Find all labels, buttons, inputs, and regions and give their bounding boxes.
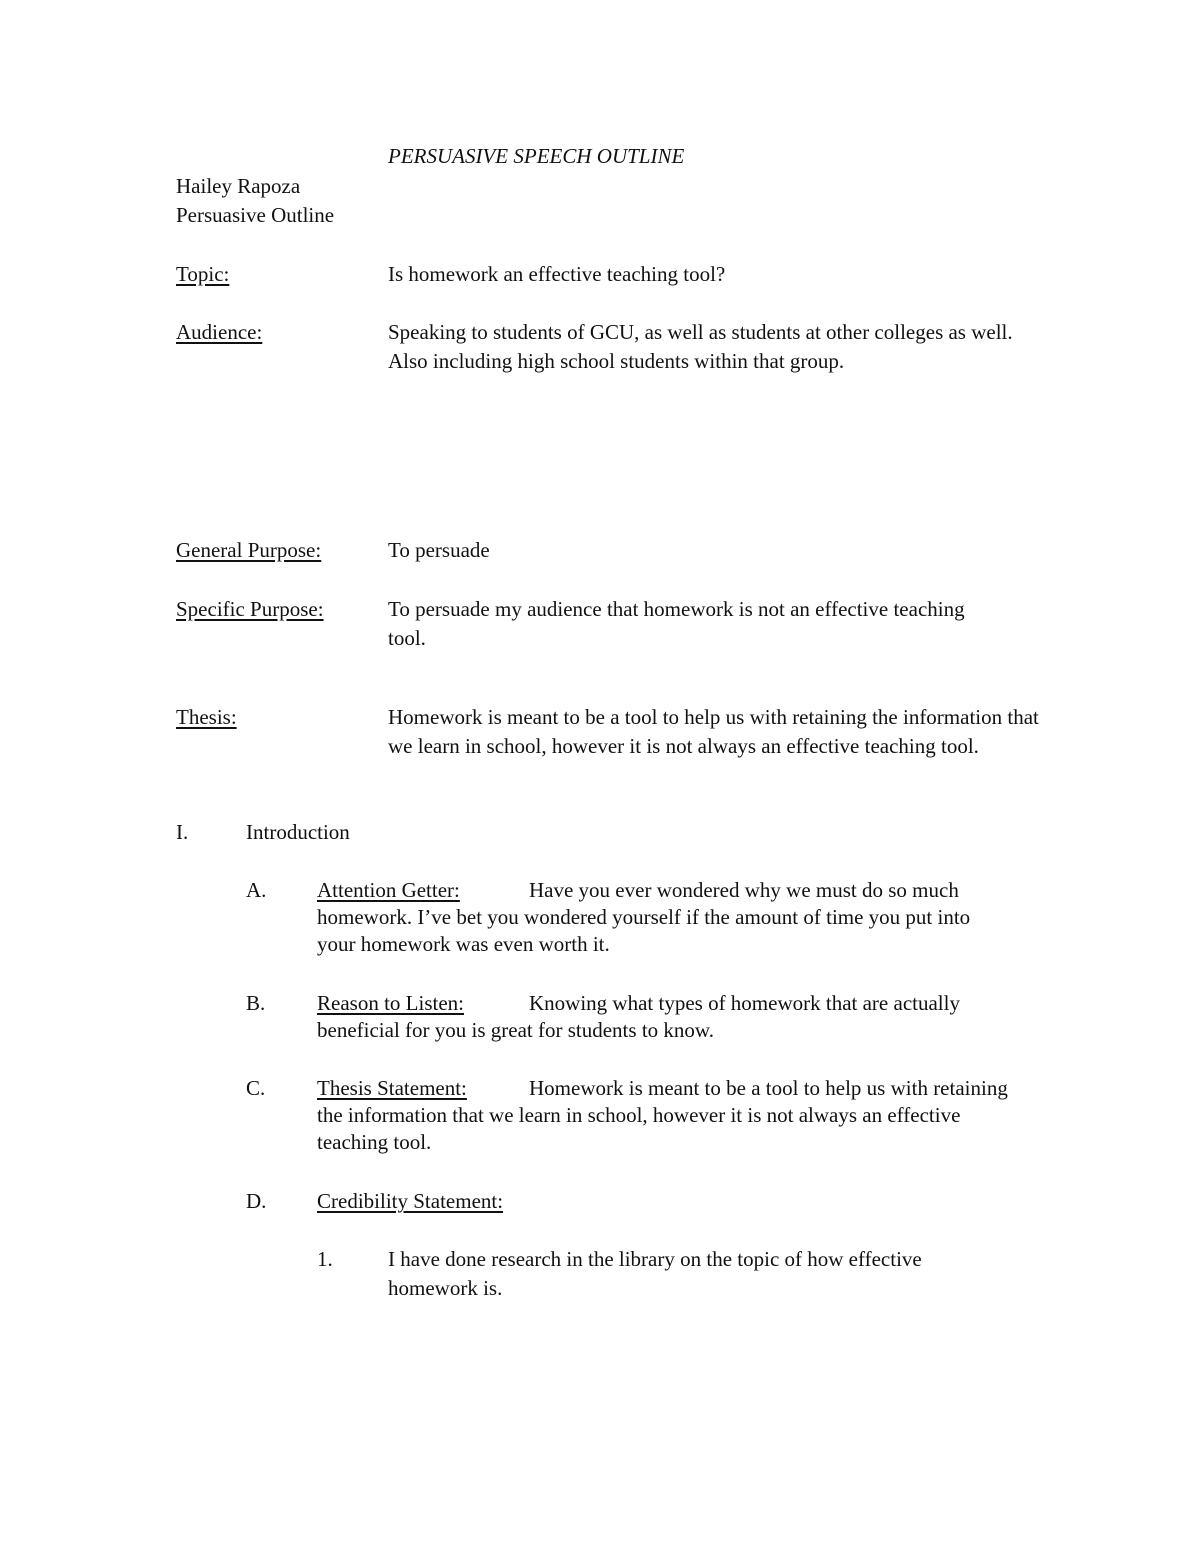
audience-line: Also including high school students within that group. <box>388 349 845 373</box>
item-letter: B. <box>246 991 266 1015</box>
audience-line: Speaking to students of GCU, as well as students at other colleges as well. <box>388 320 1013 344</box>
thesis-line: we learn in school, however it is not always an effective teaching tool. <box>388 734 979 758</box>
sub-item-line: I have done research in the library on the topic of how effective <box>388 1247 922 1271</box>
attention-getter-line: homework. I’ve bet you wondered yourself if the amount of time you put into <box>317 905 971 929</box>
section-title: Introduction <box>246 820 350 844</box>
reason-to-listen-label: Reason to Listen: <box>317 991 464 1015</box>
credibility-statement-label: Credibility Statement: <box>317 1189 504 1213</box>
item-letter: C. <box>246 1076 266 1100</box>
document-subtitle: Persuasive Outline <box>176 203 335 227</box>
general-purpose-value: To persuade <box>388 538 490 562</box>
thesis-label: Thesis: <box>176 705 237 729</box>
specific-purpose-label: Specific Purpose: <box>176 597 324 621</box>
specific-purpose-line: tool. <box>388 626 426 650</box>
section-numeral: I. <box>176 820 189 844</box>
thesis-statement-line: Homework is meant to be a tool to help us with retaining <box>529 1076 1008 1100</box>
audience-label: Audience: <box>176 320 263 344</box>
topic-label: Topic: <box>176 262 230 286</box>
document-title: PERSUASIVE SPEECH OUTLINE <box>388 144 685 168</box>
item-letter: A. <box>246 878 267 902</box>
attention-getter-line: Have you ever wondered why we must do so much <box>529 878 959 902</box>
item-letter: D. <box>246 1189 267 1213</box>
reason-to-listen-line: Knowing what types of homework that are actually <box>529 991 960 1015</box>
reason-to-listen-line: beneficial for you is great for students to know. <box>317 1018 714 1042</box>
sub-item-number: 1. <box>317 1247 333 1271</box>
thesis-statement-line: the information that we learn in school, however it is not always an effective <box>317 1103 961 1127</box>
thesis-statement-label: Thesis Statement: <box>317 1076 467 1100</box>
attention-getter-line: your homework was even worth it. <box>317 932 610 956</box>
thesis-line: Homework is meant to be a tool to help us with retaining the information that <box>388 705 1039 729</box>
thesis-statement-line: teaching tool. <box>317 1130 432 1154</box>
attention-getter-label: Attention Getter: <box>317 878 460 902</box>
general-purpose-label: General Purpose: <box>176 538 322 562</box>
specific-purpose-line: To persuade my audience that homework is not an effective teaching <box>388 597 965 621</box>
sub-item-line: homework is. <box>388 1276 503 1300</box>
author-name: Hailey Rapoza <box>176 174 301 198</box>
topic-value: Is homework an effective teaching tool? <box>388 262 726 286</box>
